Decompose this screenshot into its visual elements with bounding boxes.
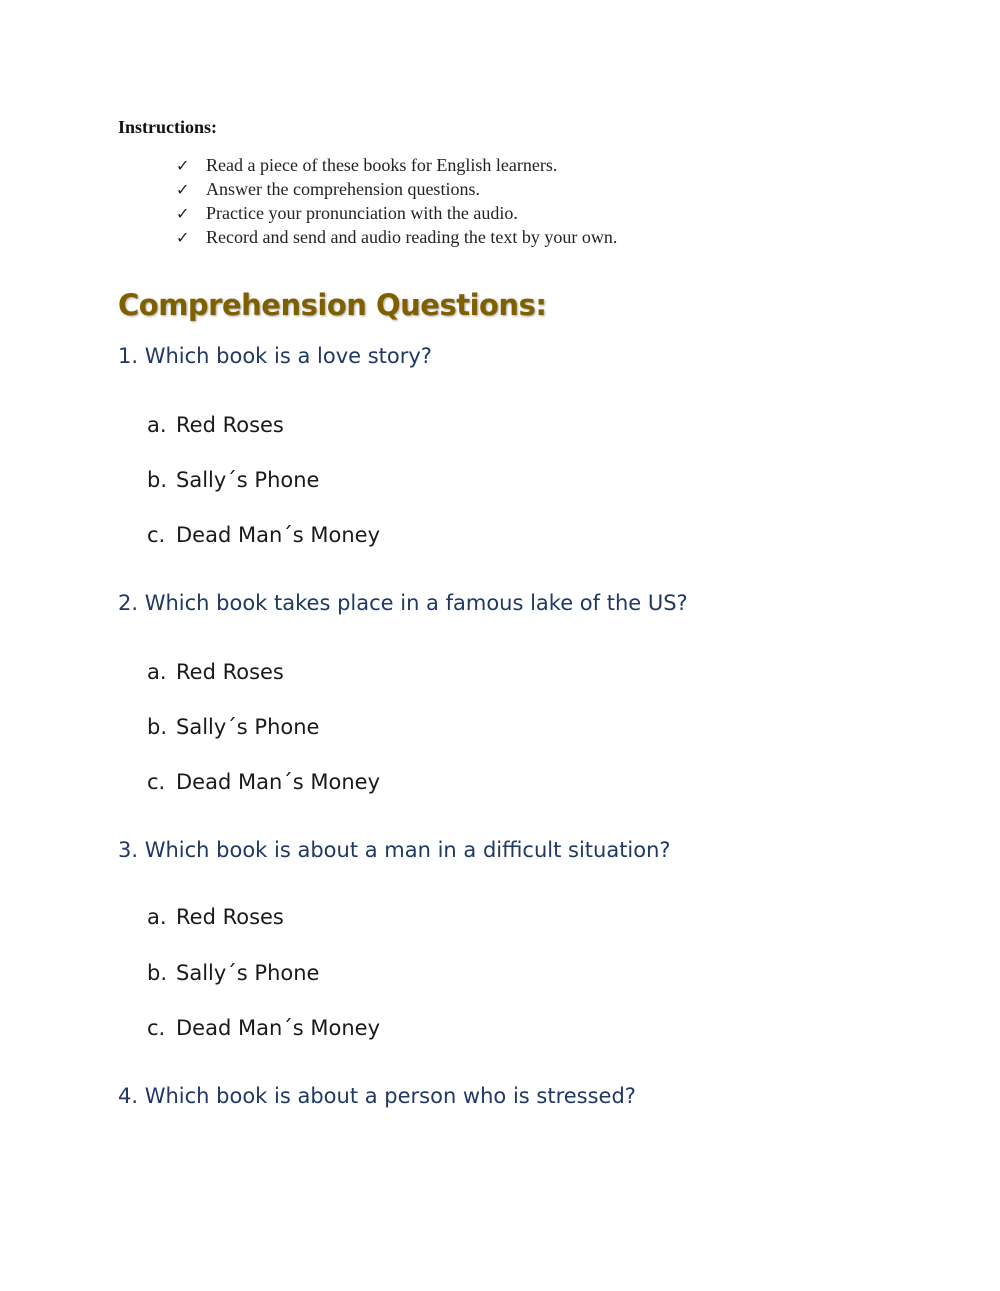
option-text: Red Roses	[176, 660, 284, 684]
instruction-item	[176, 203, 518, 224]
instruction-text: Record and send and audio reading the text by your own.	[206, 227, 618, 247]
instruction-text: Practice your pronunciation with the audio.	[206, 203, 518, 223]
instruction-item	[176, 179, 480, 200]
option-letter: c.	[147, 1016, 166, 1040]
option-letter: c.	[147, 770, 166, 794]
answer-option[interactable]	[147, 468, 319, 492]
option-letter: a.	[147, 660, 167, 684]
option-letter: b.	[147, 468, 168, 492]
option-text: Dead Man´s Money	[176, 523, 381, 547]
check-icon: ✓	[176, 158, 190, 175]
answer-option[interactable]	[147, 1016, 380, 1040]
option-text: Dead Man´s Money	[176, 770, 381, 794]
answer-option[interactable]	[147, 905, 284, 929]
option-text: Dead Man´s Money	[176, 1016, 381, 1040]
option-text: Red Roses	[176, 905, 284, 929]
comprehension-heading: Comprehension Questions:	[118, 288, 547, 322]
answer-option[interactable]	[147, 523, 380, 547]
check-icon: ✓	[176, 206, 190, 223]
question-2: 2. Which book takes place in a famous lake of the US?	[118, 591, 688, 615]
option-letter: c.	[147, 523, 166, 547]
option-text: Sally´s Phone	[176, 468, 320, 492]
instruction-item	[176, 227, 617, 248]
check-icon: ✓	[176, 230, 190, 247]
answer-option[interactable]	[147, 660, 284, 684]
option-letter: a.	[147, 905, 167, 929]
instruction-text: Answer the comprehension questions.	[206, 179, 480, 199]
question-1: 1. Which book is a love story?	[118, 344, 432, 368]
question-4: 4. Which book is about a person who is stressed?	[118, 1084, 636, 1108]
answer-option[interactable]	[147, 715, 319, 739]
option-letter: b.	[147, 961, 168, 985]
option-letter: b.	[147, 715, 168, 739]
option-text: Sally´s Phone	[176, 715, 320, 739]
option-letter: a.	[147, 413, 167, 437]
check-icon: ✓	[176, 182, 190, 199]
instructions-title: Instructions:	[118, 117, 218, 137]
answer-option[interactable]	[147, 413, 284, 437]
instruction-text: Read a piece of these books for English learners.	[206, 155, 558, 175]
option-text: Sally´s Phone	[176, 961, 320, 985]
answer-option[interactable]	[147, 770, 380, 794]
question-3: 3. Which book is about a man in a difficult situation?	[118, 838, 671, 862]
instruction-item	[176, 155, 557, 176]
option-text: Red Roses	[176, 413, 284, 437]
answer-option[interactable]	[147, 961, 319, 985]
